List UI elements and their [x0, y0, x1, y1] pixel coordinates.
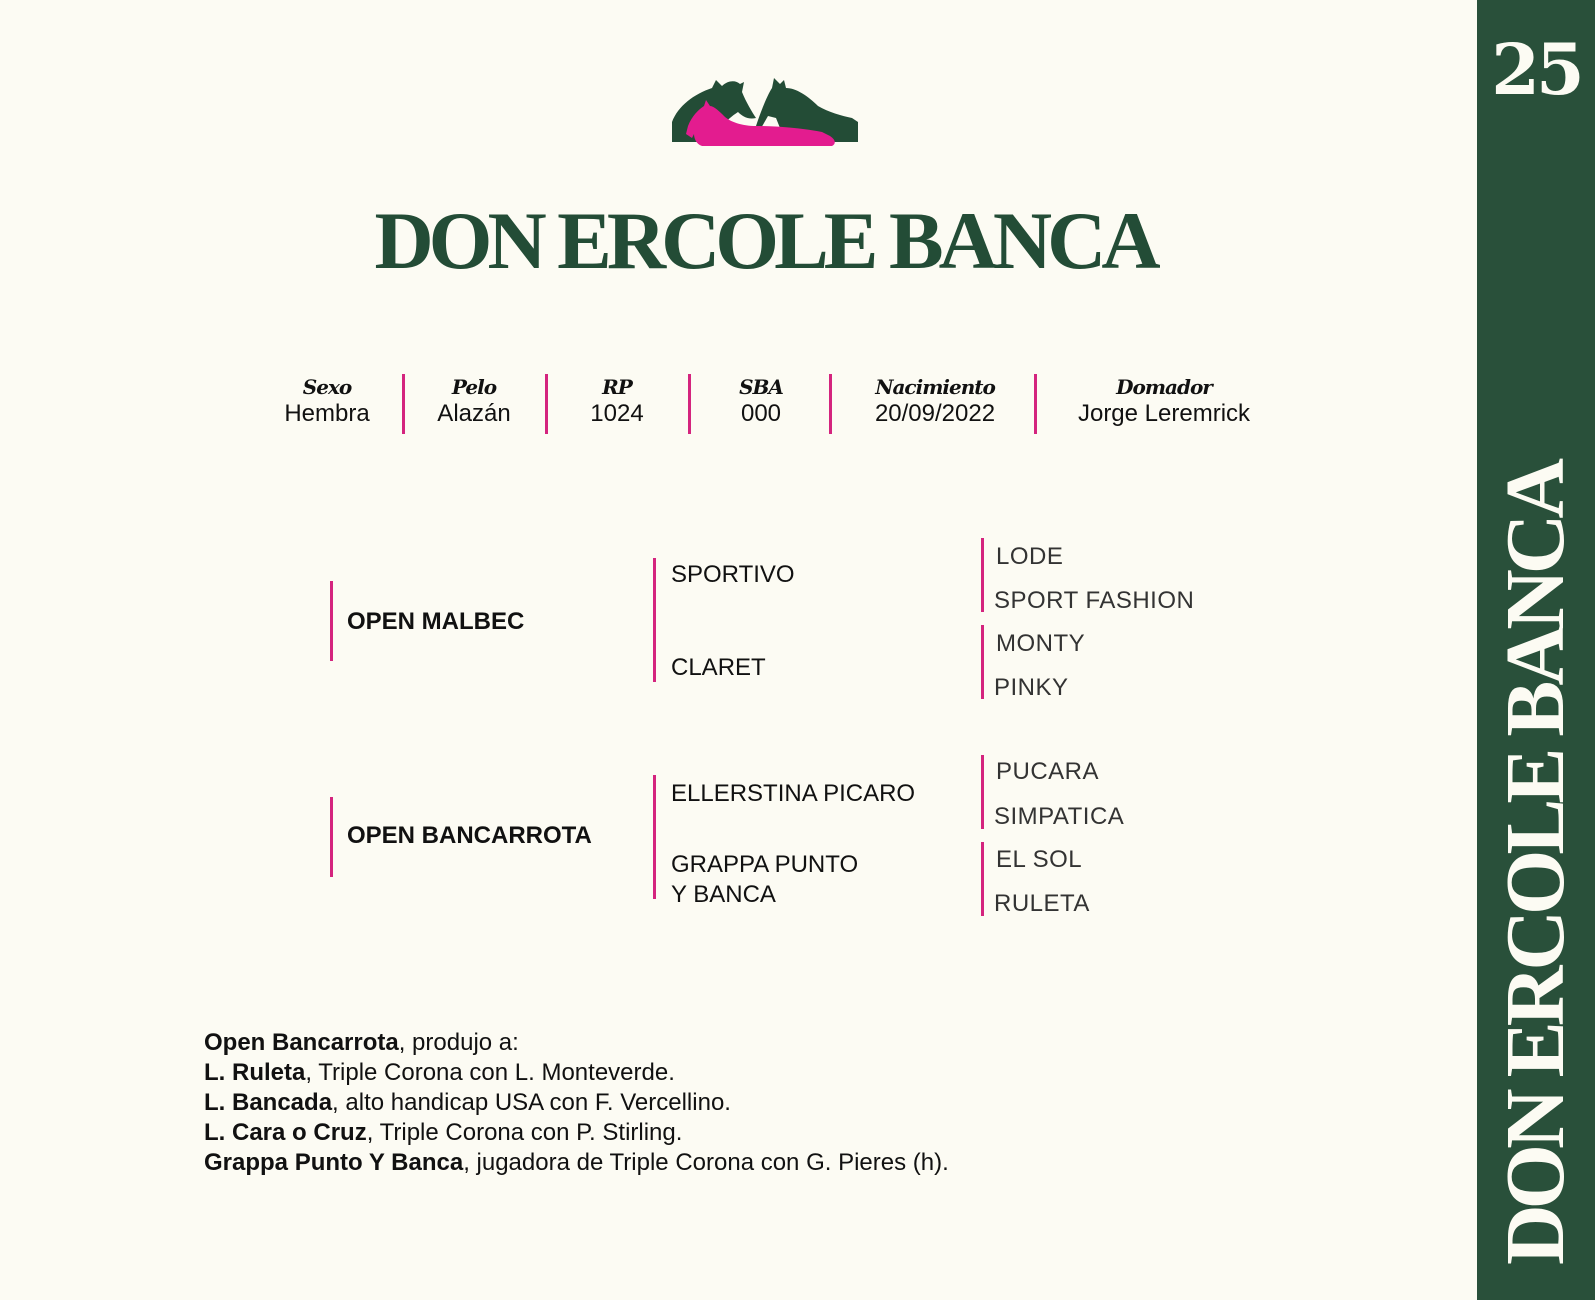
stat-value: Alazán: [437, 400, 511, 427]
note-text: , Triple Corona con P. Stirling.: [366, 1119, 683, 1146]
ancestor: SIMPATICA: [994, 803, 1125, 830]
note-text: , Triple Corona con L. Monteverde.: [305, 1059, 675, 1086]
pedigree-bar: [981, 625, 984, 699]
note-line: [204, 1058, 949, 1088]
stat-value: 1024: [590, 400, 644, 427]
note-bold: Open Bancarrota: [204, 1029, 399, 1056]
stat-value: 000: [740, 400, 782, 427]
stat-nacimiento: [875, 376, 995, 428]
divider: [545, 374, 548, 434]
note-line: [204, 1088, 949, 1118]
stat-rp: [590, 376, 643, 428]
stat-label: Pelo: [451, 375, 497, 399]
note-bold: L. Ruleta: [204, 1059, 306, 1086]
paternal-granddam: CLARET: [671, 654, 766, 681]
name-line: GRAPPA PUNTO: [671, 851, 859, 878]
maternal-granddam: [671, 850, 858, 910]
stats-row: [0, 376, 1595, 436]
note-text: , produjo a:: [398, 1029, 519, 1056]
pedigree-bar: [981, 538, 984, 612]
sire-name: OPEN MALBEC: [347, 608, 525, 635]
stat-label: Sexo: [302, 375, 352, 399]
ancestor: PINKY: [994, 674, 1069, 701]
stat-label: SBA: [739, 375, 783, 399]
ancestor: MONTY: [996, 630, 1086, 657]
divider: [688, 374, 691, 434]
stat-domador: [1078, 376, 1250, 428]
stat-sba: [739, 376, 783, 428]
stat-value: 20/09/2022: [874, 400, 996, 427]
note-line: [204, 1028, 949, 1058]
stat-label: Domador: [1116, 375, 1212, 399]
stat-pelo: [437, 376, 510, 428]
maternal-grandsire: ELLERSTINA PICARO: [671, 780, 916, 807]
note-line: [204, 1118, 949, 1148]
page-title: DON ERCOLE BANCA: [374, 195, 1156, 286]
note-bold: L. Cara o Cruz: [204, 1119, 367, 1146]
divider: [829, 374, 832, 434]
dam-name: OPEN BANCARROTA: [347, 822, 592, 849]
pedigree-bar: [330, 581, 333, 661]
sidebar-title: DON ERCOLE BANCA: [1489, 462, 1582, 1265]
pedigree-bar: [981, 755, 984, 829]
stat-sexo: [284, 376, 369, 428]
produce-notes: [204, 1028, 949, 1178]
name-line: Y BANCA: [671, 881, 776, 908]
note-bold: Grappa Punto Y Banca: [204, 1149, 464, 1176]
ancestor: EL SOL: [996, 846, 1083, 873]
lot-number: 25: [1491, 28, 1581, 111]
pedigree-bar: [981, 842, 984, 916]
stat-label: Nacimiento: [875, 375, 995, 399]
note-text: , alto handicap USA con F. Vercellino.: [332, 1089, 731, 1116]
horses-logo-icon: [672, 72, 858, 150]
pedigree-bar: [653, 558, 656, 682]
stat-label: RP: [602, 375, 632, 399]
ancestor: SPORT FASHION: [994, 587, 1195, 614]
paternal-grandsire: SPORTIVO: [671, 561, 795, 588]
pedigree-bar: [330, 797, 333, 877]
divider: [402, 374, 405, 434]
note-line: [204, 1148, 949, 1178]
note-text: , jugadora de Triple Corona con G. Pieres (h).: [463, 1149, 949, 1176]
note-bold: L. Bancada: [204, 1089, 333, 1116]
ancestor: RULETA: [994, 890, 1090, 917]
sidebar: [1477, 0, 1595, 1300]
stat-value: Hembra: [284, 400, 370, 427]
divider: [1034, 374, 1037, 434]
ancestor: PUCARA: [996, 758, 1100, 785]
stat-value: Jorge Leremrick: [1077, 400, 1251, 427]
ancestor: LODE: [996, 543, 1064, 570]
pedigree-bar: [653, 775, 656, 899]
